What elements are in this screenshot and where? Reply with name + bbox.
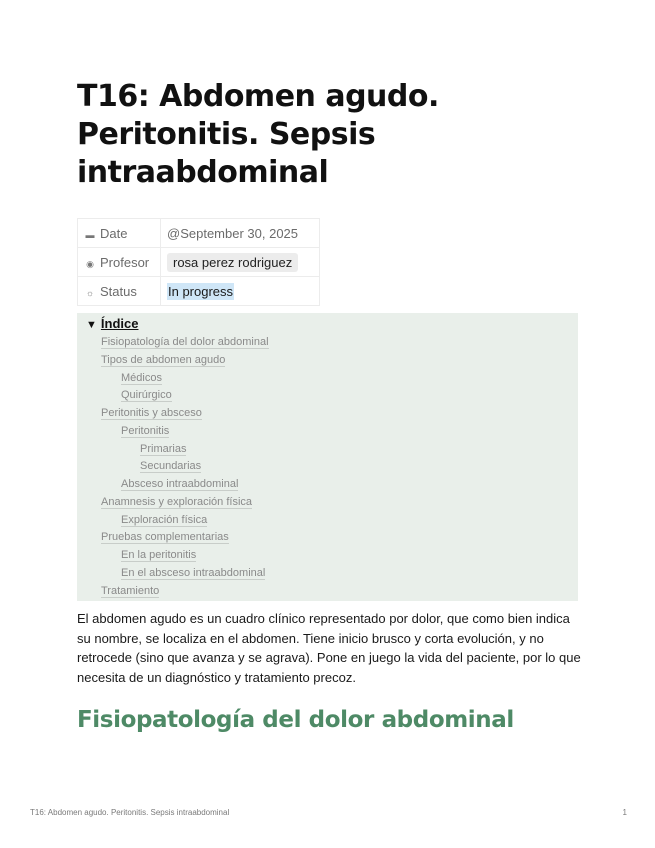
footer-title: T16: Abdomen agudo. Peritonitis. Sepsis intraabdominal [30, 808, 230, 817]
calendar-icon: ▬ [85, 229, 95, 240]
intro-paragraph: El abdomen agudo es un cuadro clínico representado por dolor, que como bien indica su nombre, se localiza en el abdomen. Tiene inicio brusco y corta evolución, y no retrocede (sino que avanza y se agrava). Pone en juego la vida del paciente, por lo que necesita de un diagnóstico y tratamiento precoz. [77, 611, 581, 685]
toc-item[interactable]: Tratamiento [101, 584, 160, 597]
toc-item[interactable]: Secundarias [140, 460, 202, 473]
toc-item[interactable]: Anamnesis y exploración física [101, 495, 253, 508]
toc-item[interactable]: Quirúrgico [121, 389, 172, 402]
property-label: Date [100, 225, 128, 241]
triangle-down-icon[interactable]: ▼ [86, 319, 97, 331]
property-key-status [78, 277, 161, 306]
person-icon: ◉ [86, 258, 94, 269]
toggle-header[interactable] [86, 316, 138, 331]
page-number: 1 [622, 808, 627, 817]
toc-item[interactable]: En la peritonitis [121, 549, 197, 561]
property-key-profesor [78, 248, 161, 277]
table-of-contents [77, 334, 269, 600]
property-label: Status [100, 283, 137, 299]
page-title: T16: Abdomen agudo. Peritonitis. Sepsis intraabdominal [77, 79, 439, 190]
toc-item[interactable]: Pruebas complementarias [101, 531, 229, 544]
property-key-date [78, 219, 161, 248]
status-badge[interactable]: In progress [168, 283, 234, 299]
toc-item[interactable]: En el absceso intraabdominal [121, 566, 266, 579]
property-value-profesor[interactable] [161, 248, 320, 277]
toc-item[interactable]: Absceso intraabdominal [121, 478, 239, 490]
toggle-label[interactable]: Índice [100, 316, 139, 331]
toc-item[interactable]: Peritonitis y absceso [101, 407, 202, 419]
toc-item[interactable]: Exploración física [121, 513, 208, 526]
property-label: Profesor [100, 254, 150, 270]
toc-item[interactable]: Primarias [140, 442, 187, 455]
section-heading: Fisiopatología del dolor abdominal [77, 707, 514, 733]
index-toggle-block [77, 313, 578, 601]
property-row-profesor [78, 248, 320, 277]
toc-item[interactable]: Médicos [121, 371, 162, 384]
toc-item[interactable]: Tipos de abdomen agudo [101, 353, 226, 366]
property-row-status [78, 277, 320, 306]
property-value-date[interactable]: @September 30, 2025 [161, 219, 320, 248]
property-row-date [78, 219, 320, 248]
property-value-status[interactable] [161, 277, 320, 306]
properties-table [77, 218, 320, 306]
status-icon: ☼ [85, 287, 95, 298]
toc-item[interactable]: Peritonitis [121, 424, 170, 437]
toc-item[interactable]: Fisiopatología del dolor abdominal [101, 336, 269, 348]
person-pill[interactable]: rosa perez rodriguez [167, 253, 298, 272]
